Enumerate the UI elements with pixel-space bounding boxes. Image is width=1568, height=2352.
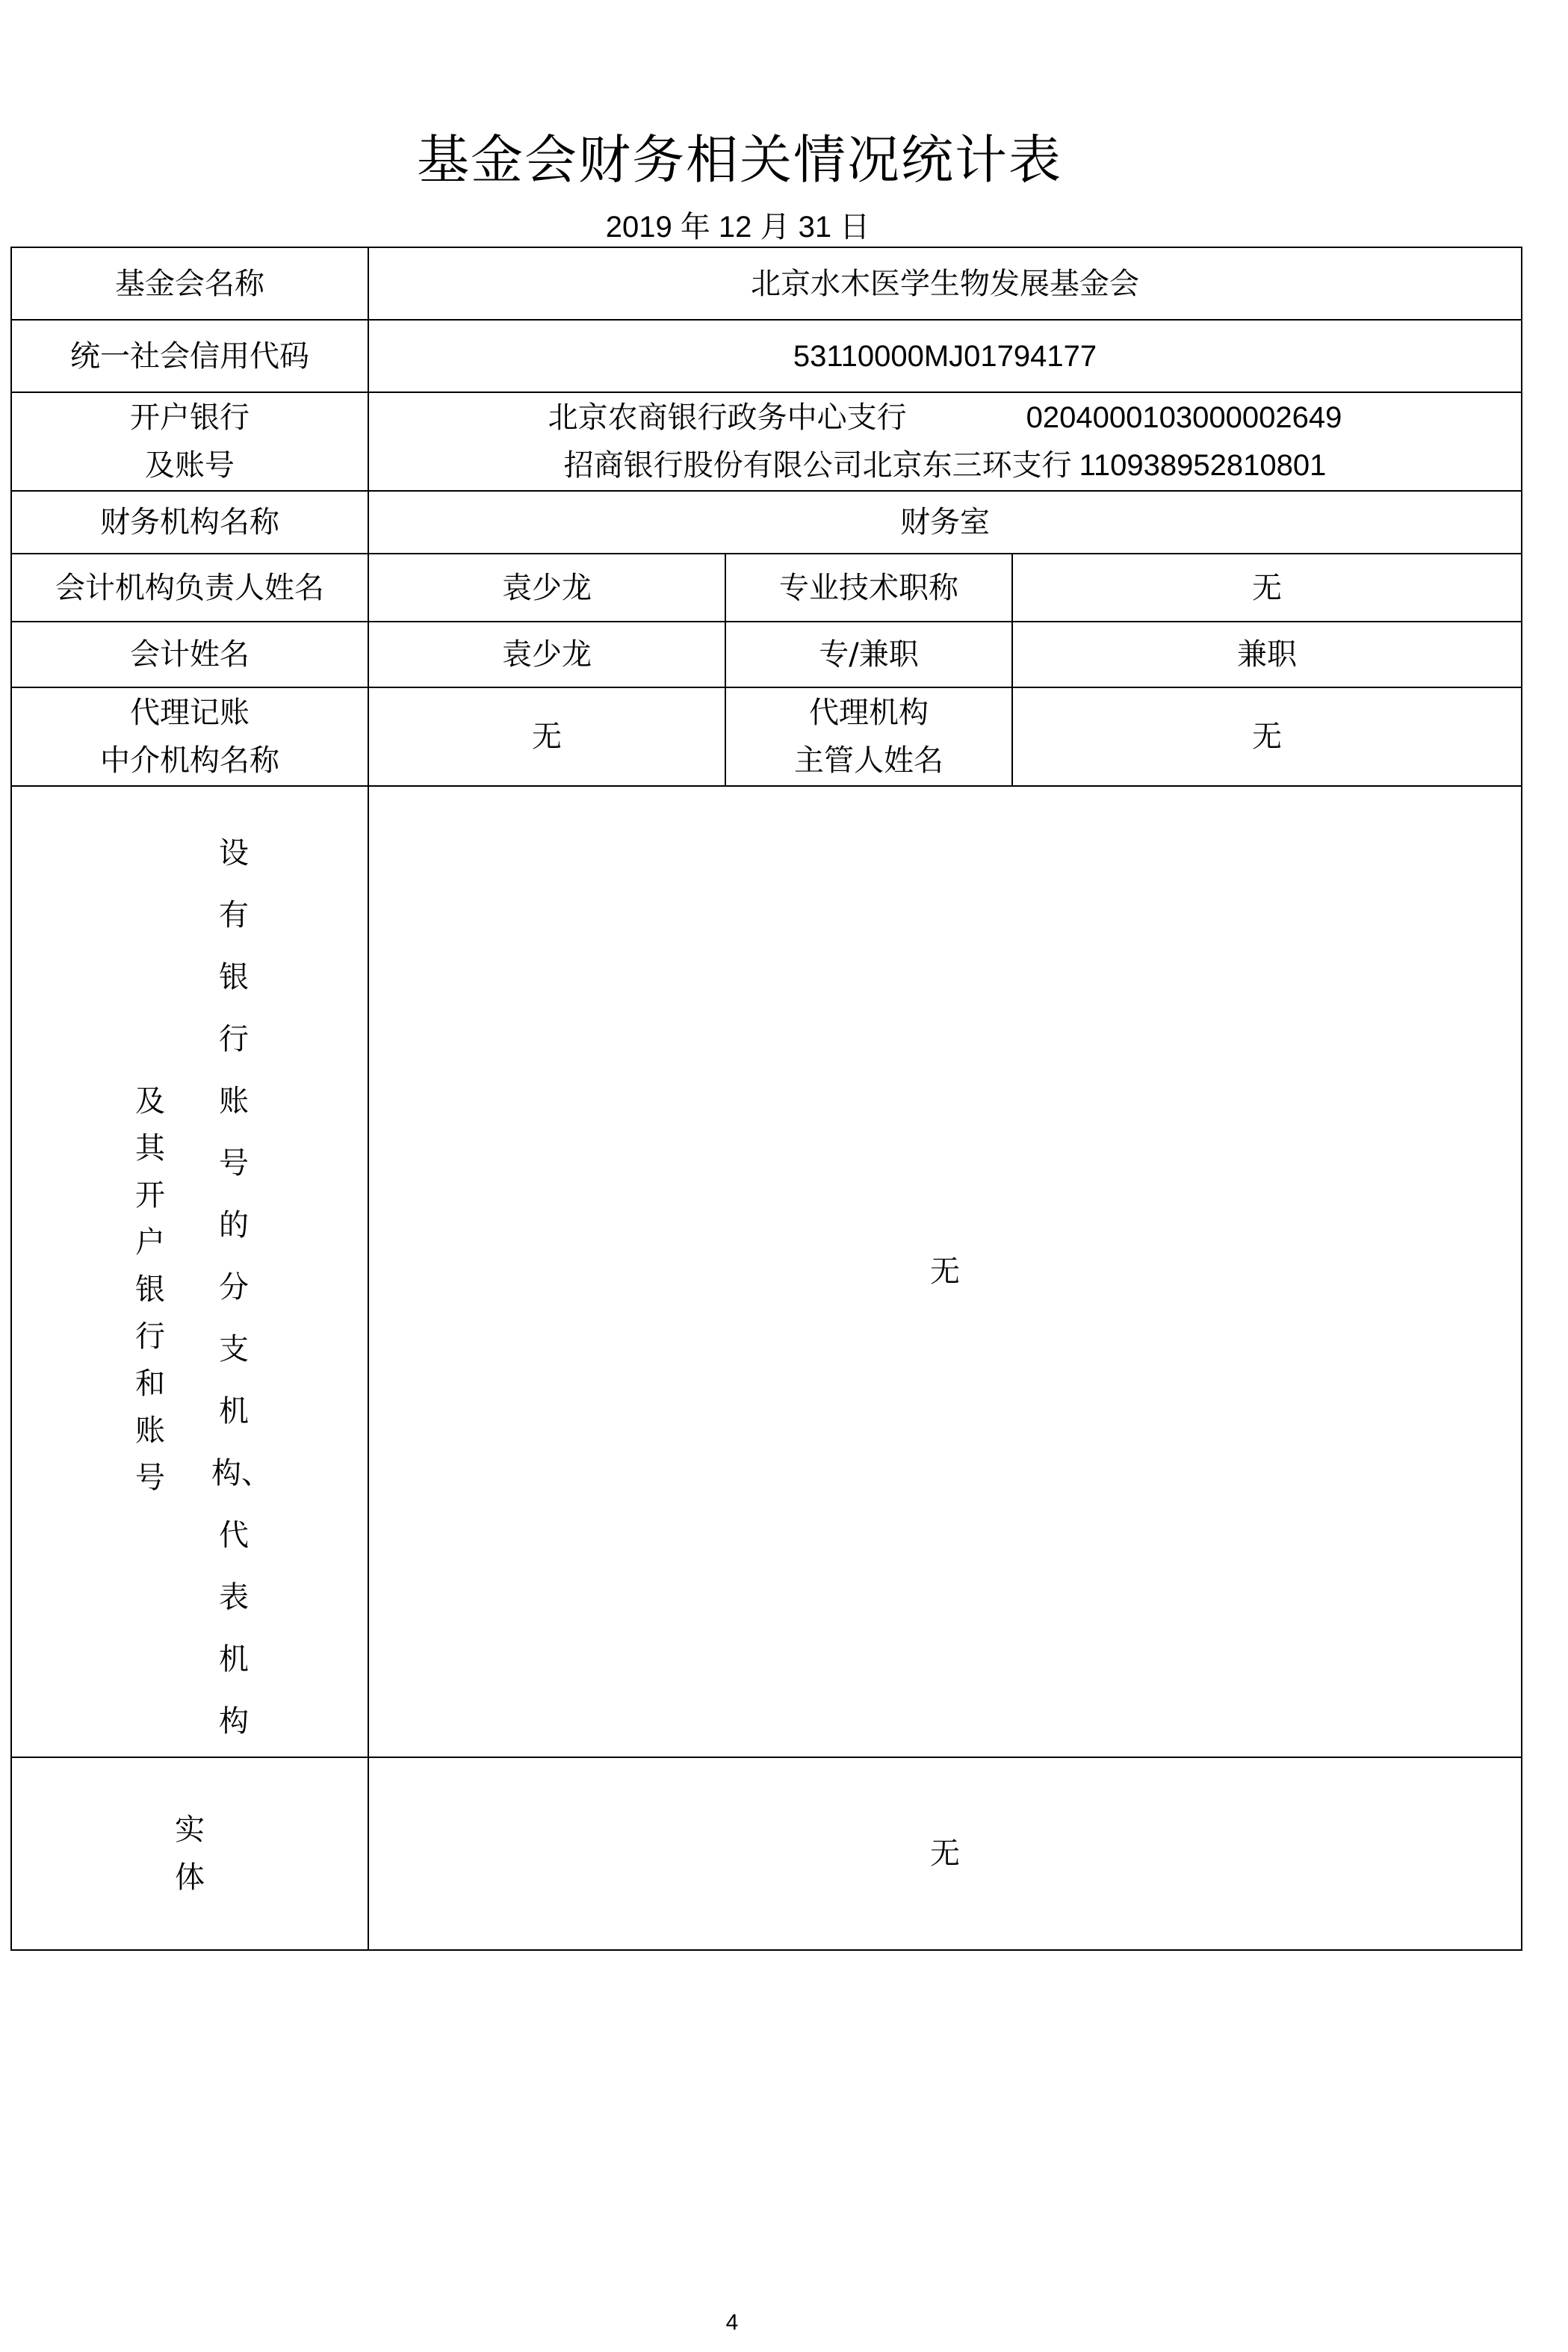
label-char: 账 [219,1084,249,1118]
label-char: 实 [175,1813,205,1847]
label-char: 和 [135,1367,165,1401]
report-date: 2019 年 12 月 31 日 [605,211,870,244]
value-agency-head: 无 [1012,687,1522,786]
bank2-name: 招商银行股份有限公司北京东三环支行 [563,448,1072,483]
label-char: 及 [135,1084,165,1118]
label-char: 号 [135,1461,165,1495]
value-bank [368,392,1522,491]
value-accountant: 袁少龙 [368,622,725,687]
label-branches [11,786,368,1757]
label-char: 的 [219,1208,249,1242]
table-row-branches [11,786,1522,1757]
value-agency: 无 [368,687,725,786]
label-finance-org: 财务机构名称 [11,491,368,554]
label-agency-line1: 代理记账 [130,696,250,730]
label-char: 构 [219,1704,249,1739]
table-row-finance-org [11,491,1522,554]
label-char: 账 [135,1414,165,1448]
value-credit-code: 53110000MJ01794177 [368,320,1522,392]
value-employment-type: 兼职 [1012,622,1522,687]
bank-line-2 [369,442,1521,489]
table-row-entity [11,1757,1522,1950]
page-title: 基金会财务相关情况统计表 [417,129,1062,191]
label-branches-col-b [211,823,271,1753]
table-row-credit-code [11,320,1522,392]
bank1-name: 北京农商银行政务中心支行 [548,400,907,435]
label-branches-vertical [12,787,368,1757]
label-bank-line1: 开户银行 [130,400,250,435]
table-row-agency [11,687,1522,786]
label-agency-line2: 中介机构名称 [100,743,279,778]
label-foundation-name: 基金会名称 [11,247,368,320]
label-char: 银 [219,960,249,994]
label-char: 构、 [211,1456,271,1491]
label-char: 支 [219,1332,249,1367]
bank2-account: 110938952810801 [1079,449,1327,482]
label-accountant: 会计姓名 [11,622,368,687]
bank1-account: 0204000103000002649 [1026,401,1342,434]
label-char: 设 [219,836,249,870]
table-row-bank [11,392,1522,491]
label-char: 银 [135,1272,165,1307]
label-bank-line2: 及账号 [145,448,235,483]
value-entity: 无 [368,1757,1522,1950]
value-branches: 无 [368,786,1522,1757]
label-credit-code: 统一社会信用代码 [11,320,368,392]
value-foundation-name: 北京水木医学生物发展基金会 [368,247,1522,320]
label-char: 开 [135,1178,165,1213]
label-entity [11,1757,368,1950]
label-agency [11,687,368,786]
value-accounting-head: 袁少龙 [368,554,725,622]
label-char: 分 [219,1270,249,1305]
label-char: 号 [219,1146,249,1180]
label-professional-title: 专业技术职称 [725,554,1012,622]
value-professional-title: 无 [1012,554,1522,622]
label-agency-head [725,687,1012,786]
label-accounting-head: 会计机构负责人姓名 [11,554,368,622]
table-row-name [11,247,1522,320]
table-row-accounting-head [11,554,1522,622]
label-char: 机 [219,1642,249,1677]
label-agency-head-line1: 代理机构 [809,696,929,730]
finance-table [10,247,1522,1951]
label-char: 体 [175,1860,205,1895]
label-char: 机 [219,1394,249,1429]
table-row-accountant [11,622,1522,687]
label-agency-head-line2: 主管人姓名 [794,743,943,778]
label-employment-type: 专/兼职 [725,622,1012,687]
label-entity-vertical [12,1806,368,1901]
label-char: 行 [219,1022,249,1056]
bank-line-1 [369,394,1521,442]
label-bank [11,392,368,491]
page-number: 4 [725,2310,739,2335]
label-char: 其 [135,1131,165,1166]
label-char: 户 [135,1225,165,1260]
label-char: 有 [219,898,249,932]
label-char: 代 [219,1518,249,1553]
label-char: 行 [135,1319,165,1354]
value-finance-org: 财务室 [368,491,1522,554]
label-char: 表 [219,1580,249,1615]
label-branches-col-a [128,1078,173,1502]
